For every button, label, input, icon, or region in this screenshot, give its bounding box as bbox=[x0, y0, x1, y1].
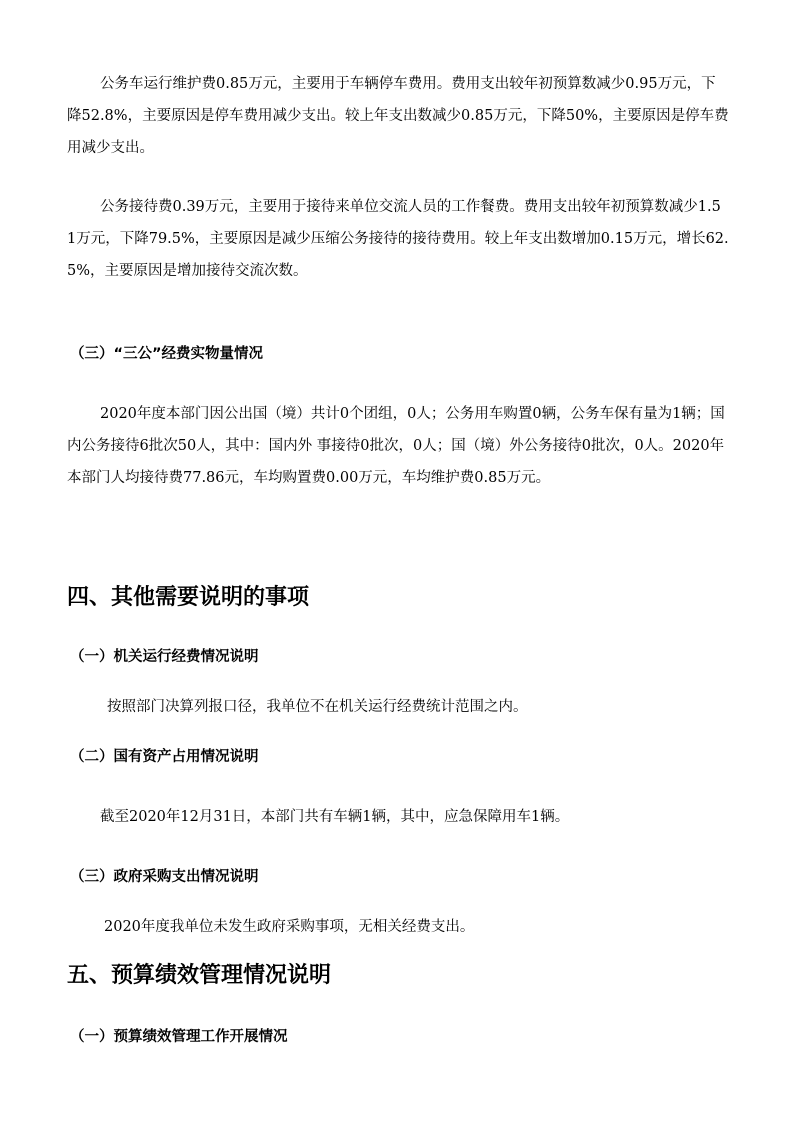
section-heading-five: 五、预算绩效管理情况说明 bbox=[67, 963, 332, 988]
subheading-state-assets: （二）国有资产占用情况说明 bbox=[70, 749, 259, 765]
paragraph-vehicle-maintenance: 公务车运行维护费0.85万元，主要用于车辆停车费用。费用支出较年初预算数减少0.95万元，下降52.8%，主要原因是停车费用减少支出。较上年支出数减少0.85万元，下降50%，主要原因是停车费用减少支出。 bbox=[67, 76, 729, 156]
paragraph-procurement: 2020年度我单位未发生政府采购事项，无相关经费支出。 bbox=[104, 919, 475, 935]
section-heading-four: 四、其他需要说明的事项 bbox=[67, 585, 310, 610]
subheading-performance: （一）预算绩效管理工作开展情况 bbox=[70, 1029, 288, 1045]
subheading-agency-operation: （一）机关运行经费情况说明 bbox=[70, 649, 259, 665]
paragraph-reception: 公务接待费0.39万元，主要用于接待来单位交流人员的工作餐费。费用支出较年初预算数减少1.51万元，下降79.5%，主要原因是减少压缩公务接待的接待费用。较上年支出数增加0.15万元，增长62.5%，主要原因是增加接待交流次数。 bbox=[67, 199, 729, 279]
paragraph-state-assets: 截至2020年12月31日，本部门共有车辆1辆，其中，应急保障用车1辆。 bbox=[100, 809, 570, 825]
subheading-procurement: （三）政府采购支出情况说明 bbox=[70, 869, 259, 885]
paragraph-agency-operation: 按照部门决算列报口径，我单位不在机关运行经费统计范围之内。 bbox=[107, 699, 528, 715]
paragraph-physical-quantity: 2020年度本部门因公出国（境）共计0个团组，0人；公务用车购置0辆，公务车保有量为1辆；国内公务接待6批次50人，其中：国内外 事接待0批次，0人；国（境）外公务接待0批次，0人。2020年本部门人均接待费77.86元，车均购置费0.00万元，车均维护费0.85万元。 bbox=[67, 406, 725, 486]
subheading-three-public-quantity: （三）“三公”经费实物量情况 bbox=[70, 346, 264, 362]
